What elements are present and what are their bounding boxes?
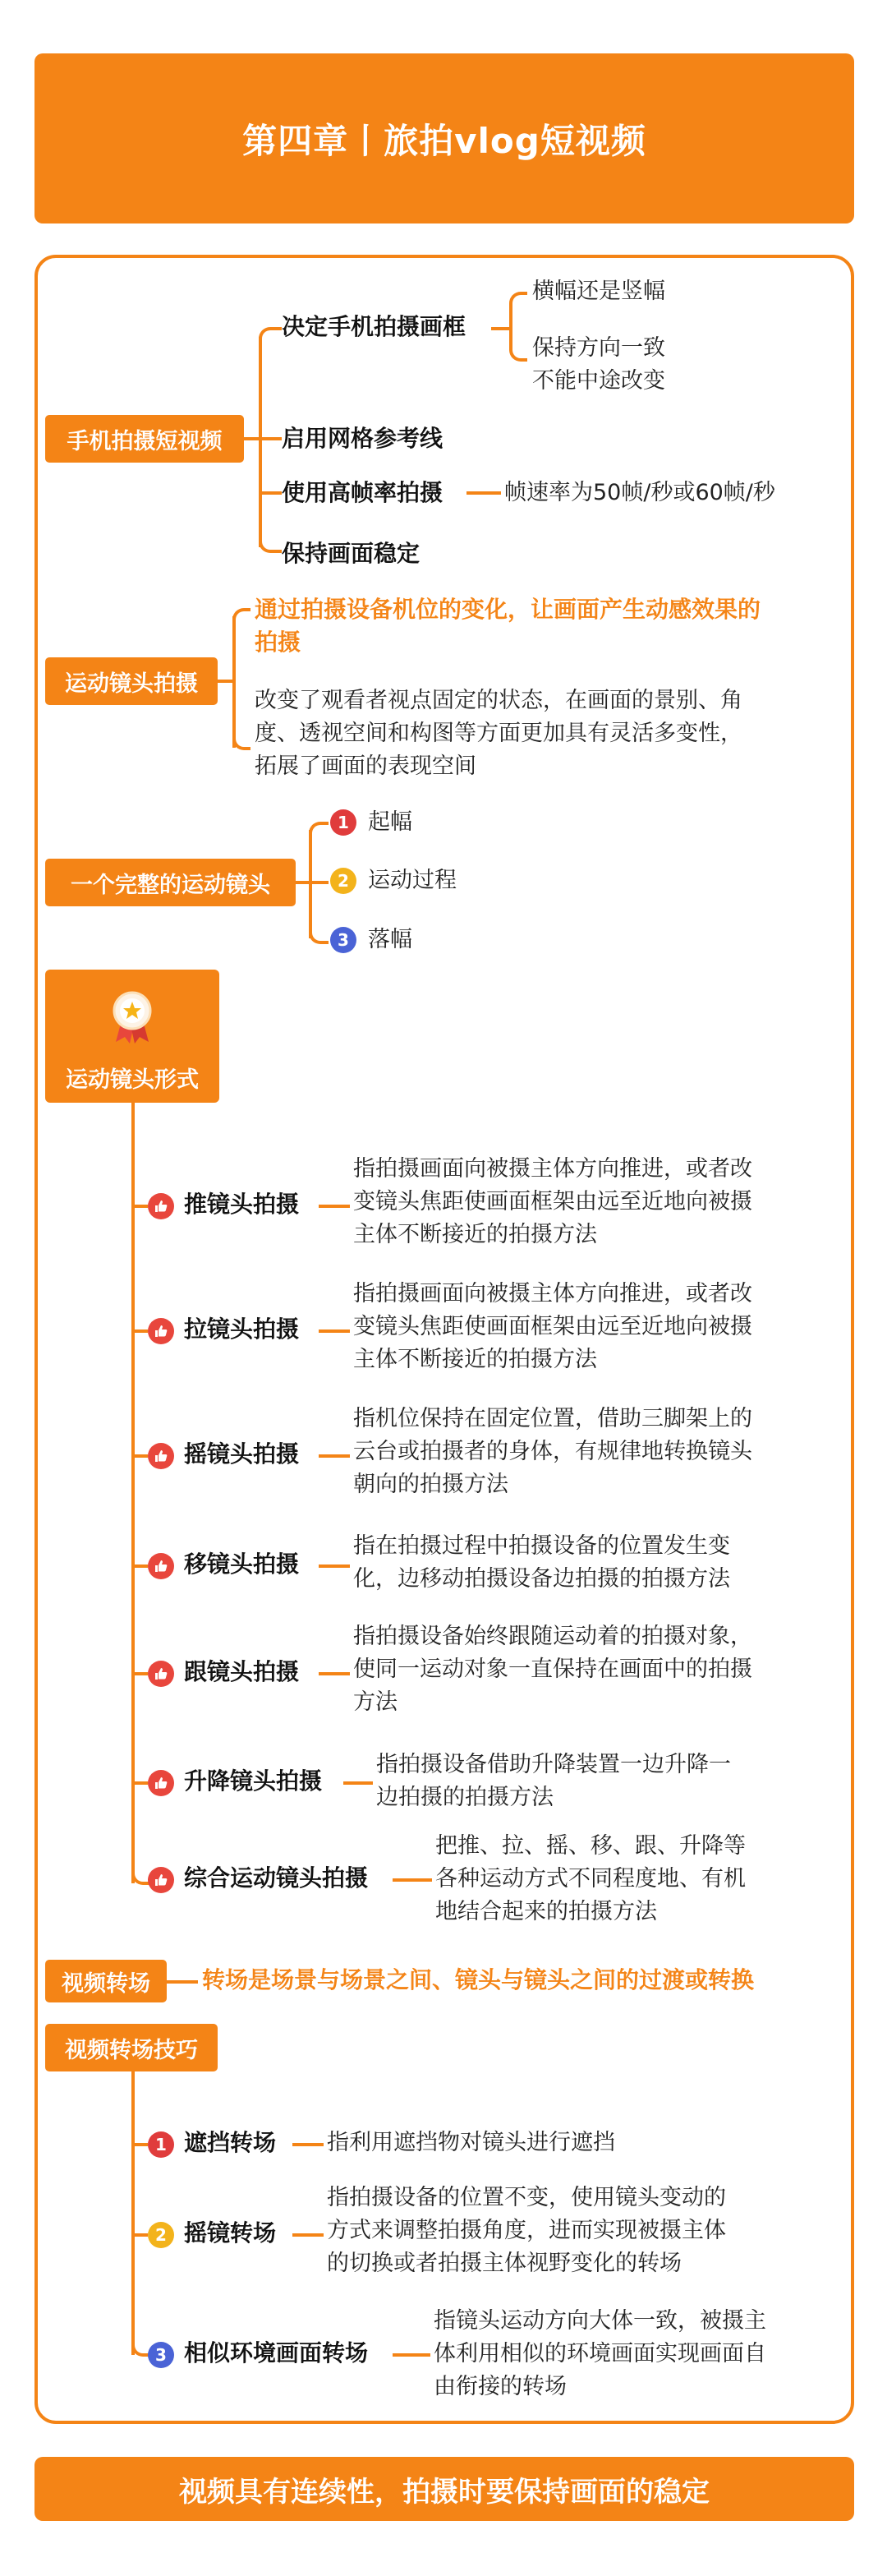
connector <box>259 327 282 342</box>
form-combined-shot: 综合运动镜头拍摄 <box>184 1864 369 1892</box>
thumbs-up-icon <box>148 1867 174 1893</box>
form-follow-desc <box>353 1620 752 1719</box>
technique-occlusion: 遮挡转场 <box>184 2129 277 2156</box>
connector <box>509 292 527 362</box>
badge-digit: 3 <box>338 930 349 950</box>
text-line: 度、透视空间和构图等方面更加具有灵活多变性， <box>255 721 742 746</box>
step-motion-process: 运动过程 <box>368 868 457 893</box>
connector <box>244 437 260 440</box>
connector <box>259 491 282 495</box>
text-line: 体利用相似的环境画面实现画面自 <box>434 2341 766 2366</box>
connector <box>131 2233 148 2237</box>
technique-number-badge <box>148 2131 174 2158</box>
label-grid-lines: 启用网格参考线 <box>282 425 444 452</box>
text-line: 指拍摄设备始终跟随运动着的拍摄对象， <box>353 1624 752 1649</box>
technique-pan: 摇镜转场 <box>184 2219 277 2247</box>
connector <box>393 2353 430 2357</box>
transition-definition: 转场是场景与场景之间、镜头与镜头之间的过渡或转换 <box>202 1966 755 1993</box>
text-line: 不能中途改变 <box>532 368 665 394</box>
connector <box>131 1564 148 1568</box>
text-line: 指在拍摄过程中拍摄设备的位置发生变 <box>353 1533 730 1559</box>
form-crane-shot: 升降镜头拍摄 <box>184 1767 323 1795</box>
step-number-badge <box>330 868 356 894</box>
tag-complete-motion-shot <box>45 859 296 906</box>
connector <box>319 1672 350 1675</box>
badge-digit: 2 <box>338 871 349 891</box>
step-number-badge <box>330 927 356 953</box>
text-line: 方式来调整拍摄角度，进而实现被摄主体 <box>327 2218 726 2243</box>
text-line: 指机位保持在固定位置，借助三脚架上的 <box>353 1406 752 1431</box>
text-line: 拍摄 <box>255 629 301 656</box>
connector <box>309 881 329 884</box>
connector <box>131 1454 148 1458</box>
connector <box>319 1564 350 1568</box>
thumbs-up-icon <box>148 1443 174 1469</box>
form-crane-desc <box>376 1749 731 1814</box>
connector <box>131 1781 148 1785</box>
tag-label: 运动镜头拍摄 <box>65 670 198 697</box>
connector <box>292 2233 324 2237</box>
text-line: 指镜头运动方向大体一致，被摄主 <box>434 2308 766 2334</box>
connector <box>259 337 262 547</box>
connector <box>232 616 236 748</box>
technique-similar-scene-desc <box>434 2305 766 2403</box>
tag-motion-shooting <box>45 657 218 705</box>
connector <box>466 491 501 495</box>
form-pull-desc <box>353 1278 752 1376</box>
technique-number-badge <box>148 2222 174 2248</box>
form-follow-shot: 跟镜头拍摄 <box>184 1658 300 1685</box>
text-line: 变镜头焦距使画面框架由远至近地向被摄 <box>353 1314 752 1339</box>
text-line: 指拍摄设备的位置不变，使用镜头变动的 <box>327 2185 726 2210</box>
label-keep-stable: 保持画面稳定 <box>282 540 421 567</box>
badge-digit: 3 <box>155 2345 167 2365</box>
thumbs-up-icon <box>148 1318 174 1344</box>
technique-similar-scene: 相似环境画面转场 <box>184 2339 369 2366</box>
text-line: 地结合起来的拍摄方法 <box>435 1899 657 1924</box>
text-line: 指拍摄画面向被摄主体方向推进，或者改 <box>353 1156 752 1182</box>
text-line: 使同一运动对象一直保持在画面中的拍摄 <box>353 1657 752 1682</box>
form-push-desc <box>353 1153 752 1251</box>
text-line: 通过拍摄设备机位的变化，让画面产生动感效果的 <box>255 596 761 623</box>
technique-occlusion-desc: 指利用遮挡物对镜头进行遮挡 <box>327 2130 615 2155</box>
summary-text: 视频具有连续性，拍摄时要保持画面的稳定 <box>179 2475 710 2509</box>
text-line: 化，边移动拍摄设备边拍摄的拍摄方法 <box>353 1566 730 1592</box>
chapter-title: 第四章丨旅拍vlog短视频 <box>242 120 646 161</box>
connector <box>491 327 509 330</box>
connector <box>292 2143 324 2146</box>
connector <box>319 1454 350 1458</box>
thumbs-up-icon <box>148 1661 174 1687</box>
text-line: 云台或拍摄者的身体，有规律地转换镜头 <box>353 1439 752 1464</box>
form-pan-shot: 摇镜头拍摄 <box>184 1440 300 1468</box>
connector <box>343 1781 373 1785</box>
tag-motion-forms <box>45 970 219 1103</box>
connector <box>319 1329 350 1333</box>
text-line: 拓展了画面的表现空间 <box>255 753 476 779</box>
frame-option-consistent <box>532 332 665 398</box>
text-line: 把推、拉、摇、移、跟、升降等 <box>435 1833 746 1859</box>
tag-label: 一个完整的运动镜头 <box>71 872 270 898</box>
connector <box>167 1980 198 1984</box>
fps-description: 帧速率为50帧/秒或60帧/秒 <box>504 480 775 505</box>
text-line: 由衔接的转场 <box>434 2374 567 2399</box>
award-medal-icon <box>108 988 157 1045</box>
form-pull-shot: 拉镜头拍摄 <box>184 1316 300 1343</box>
thumbs-up-icon <box>148 1553 174 1579</box>
step-start-frame: 起幅 <box>368 809 412 835</box>
tag-label: 手机拍摄短视频 <box>67 428 223 454</box>
text-line: 方法 <box>353 1689 398 1715</box>
text-line: 边拍摄的拍摄方法 <box>376 1785 554 1810</box>
form-push-shot: 推镜头拍摄 <box>184 1191 300 1218</box>
text-line: 主体不断接近的拍摄方法 <box>353 1222 597 1247</box>
technique-number-badge <box>148 2342 174 2368</box>
text-line: 指拍摄设备借助升降装置一边升降一 <box>376 1752 731 1777</box>
connector <box>131 1672 148 1675</box>
connector <box>131 2143 148 2146</box>
text-line: 改变了观看者视点固定的状态，在画面的景别、角 <box>255 688 742 713</box>
tag-label: 运动镜头形式 <box>66 1067 199 1093</box>
text-line: 各种运动方式不同程度地、有机 <box>435 1866 746 1892</box>
frame-option-orientation: 横幅还是竖幅 <box>532 279 665 304</box>
connector <box>309 830 312 938</box>
badge-digit: 2 <box>155 2225 167 2245</box>
motion-description <box>255 684 838 783</box>
badge-digit: 1 <box>155 2135 167 2154</box>
tag-label: 视频转场技巧 <box>65 2037 198 2063</box>
connector <box>131 1103 135 1883</box>
step-number-badge <box>330 809 356 836</box>
tag-transition-techniques <box>45 2024 218 2071</box>
tag-phone-shooting <box>45 415 244 463</box>
step-end-frame: 落幅 <box>368 927 412 952</box>
form-move-shot: 移镜头拍摄 <box>184 1551 300 1578</box>
connector <box>131 1329 148 1333</box>
badge-digit: 1 <box>338 813 349 832</box>
connector <box>319 1205 350 1208</box>
text-line: 保持方向一致 <box>532 335 665 361</box>
form-combined-desc <box>435 1830 746 1929</box>
connector <box>218 680 234 683</box>
summary-banner <box>34 2457 854 2521</box>
label-high-fps: 使用高帧率拍摄 <box>282 479 444 506</box>
form-pan-desc <box>353 1403 752 1501</box>
connector <box>131 1205 148 1208</box>
text-line: 指拍摄画面向被摄主体方向推进，或者改 <box>353 1281 752 1306</box>
connector <box>393 1878 432 1882</box>
connector <box>131 2071 135 2355</box>
technique-pan-desc <box>327 2182 726 2280</box>
text-line: 主体不断接近的拍摄方法 <box>353 1347 597 1372</box>
connector <box>259 437 282 440</box>
text-line: 的切换或者拍摄主体视野变化的转场 <box>327 2251 682 2276</box>
motion-definition <box>255 593 838 659</box>
text-line: 朝向的拍摄方法 <box>353 1472 508 1497</box>
thumbs-up-icon <box>148 1770 174 1796</box>
label-decide-frame: 决定手机拍摄画框 <box>282 313 466 340</box>
thumbs-up-icon <box>148 1193 174 1219</box>
tag-label: 视频转场 <box>62 1970 150 1997</box>
form-move-desc <box>353 1530 730 1596</box>
tag-video-transition <box>45 1960 167 2002</box>
chapter-title-banner <box>34 53 854 223</box>
text-line: 变镜头焦距使画面框架由远至近地向被摄 <box>353 1189 752 1214</box>
